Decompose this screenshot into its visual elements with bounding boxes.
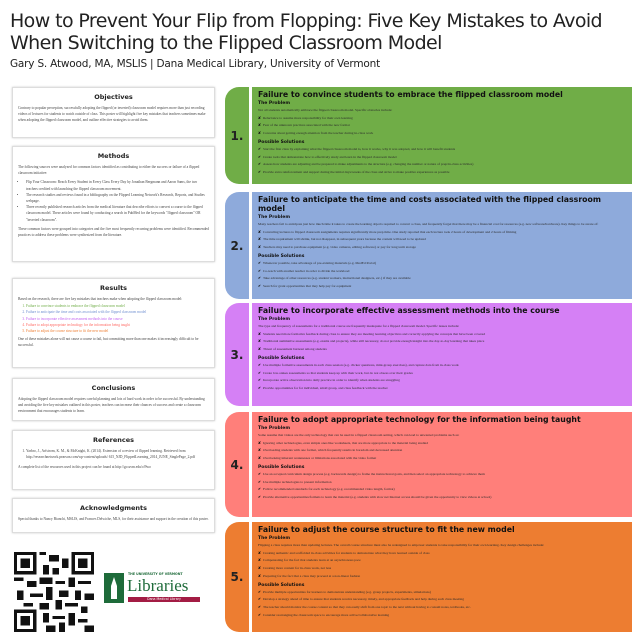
solutions-heading: Possible Solutions bbox=[258, 139, 305, 145]
solutions-heading: Possible Solutions bbox=[258, 253, 305, 259]
mistake-number-tab bbox=[225, 412, 249, 517]
x-mark-icon: ✘ bbox=[258, 347, 261, 352]
qr-code[interactable] bbox=[14, 552, 94, 632]
author-line: Gary S. Atwood, MA, MSLIS | Dana Medical Library, University of Vermont bbox=[10, 58, 380, 70]
problems-text: Traditional summative assessments (e.g. exams and projects), while still necessary, do not provide enough insight into the day-to-day learning that takes place bbox=[262, 339, 485, 344]
solutions-heading: Possible Solutions bbox=[258, 355, 305, 361]
mistake-number-tab bbox=[225, 87, 249, 184]
solutions-list bbox=[258, 260, 626, 291]
results-outro: One of these mistakes alone will not cause a course to fail, but committing more than one makes it increasingly difficult to be successful. bbox=[18, 337, 199, 348]
check-mark-icon: ✔ bbox=[258, 378, 261, 383]
problem-list bbox=[258, 115, 626, 138]
acknowledgments-text: Special thanks to Nancy Bianchi, MSLIS, and Frances Delwiche, MLS, for their assistance and support in the creation of this poster. bbox=[18, 517, 209, 521]
x-mark-icon: ✘ bbox=[258, 456, 261, 461]
x-mark-icon: ✘ bbox=[258, 237, 261, 242]
solutions-item bbox=[258, 596, 626, 604]
problems-text: Creating more content for in-class work, not less bbox=[262, 566, 332, 571]
problem-list bbox=[258, 550, 626, 581]
solutions-text: Start the first class by explaining what the flipped classroom model is, how it works, why it was adopted, and how it will benefit students bbox=[262, 146, 456, 151]
logo-dana-text: Dana Medical Library bbox=[128, 597, 200, 602]
problems-item bbox=[258, 565, 626, 573]
mistake-panel bbox=[252, 412, 632, 517]
mistake-title: Failure to adopt appropriate technology for the information being taught bbox=[258, 415, 581, 424]
solutions-text: Consider rearranging the classroom space to encourage more active/collaborative learning bbox=[262, 612, 390, 617]
solutions-item bbox=[258, 612, 626, 620]
check-mark-icon: ✔ bbox=[258, 612, 261, 617]
problems-item bbox=[258, 130, 626, 138]
mistake-panel bbox=[252, 87, 632, 184]
solutions-text: Search for grant opportunities that may help pay for equipment bbox=[262, 283, 352, 288]
mistake-number-tab bbox=[225, 303, 249, 406]
methods-intro: The following sources were analyzed for common factors identified as contributing to either the success or failure of a flipped classroom initiative: bbox=[18, 165, 200, 176]
problems-item bbox=[258, 455, 626, 463]
check-mark-icon: ✔ bbox=[258, 471, 261, 476]
problems-text: Fear of the unknown practices associated with the new format bbox=[262, 123, 350, 128]
solutions-item bbox=[258, 486, 626, 494]
solutions-item bbox=[258, 146, 626, 154]
solutions-text: Provide opportunities for for individual, small group, and class feedback with the teacher bbox=[262, 385, 388, 390]
solutions-text: Develop a strategy ahead of time to ensure that students receive necessary, timely, and appropriate feedback and help during each class meeting bbox=[262, 597, 464, 602]
results-item: 2. Failure to anticipate the time and costs associated with the flipped classroom model bbox=[26, 309, 209, 315]
solutions-text: Provide alternative opportunities/formats to learn the material (e.g. students with slow net Internet access should be given the opportunity to view videos at school) bbox=[262, 494, 492, 499]
mistake-number: 5. bbox=[230, 570, 244, 584]
problem-list bbox=[258, 229, 626, 252]
problem-list bbox=[258, 440, 626, 463]
problem-text: Many teachers fail to anticipate just how much time it takes to create the learning objects required to convert a class, and frequently forget that there may be a financial cost for resources (e.g. new software/hardware). Key things to be aware of: bbox=[258, 222, 599, 226]
problems-text: Students need more formative feedback during class to ensure they are meeting learning objectives and correctly applying the concepts that have been covered bbox=[262, 331, 486, 336]
problems-text: Preparing for the fact that a class may proceed at a non-linear fashion bbox=[262, 573, 361, 578]
problems-item bbox=[258, 236, 626, 244]
mistake-number-tab bbox=[225, 192, 249, 299]
mistake-number-tab bbox=[225, 522, 249, 632]
methods-box bbox=[12, 146, 215, 262]
reference-item: 1. Yarbro, J., Arfstrom, K. M., & McKnight, K. (2014). Extension of a review of flipped learning. Retrieved from http://researchnetwork.pearson.com/wp-content/uploads/ 615_NJD_FlippedLearning_2014_JUNE_SinglePage_2.pdf bbox=[26, 448, 209, 460]
x-mark-icon: ✘ bbox=[258, 123, 261, 128]
problem-text: Some assume that videos are the only technology that can be used in a flipped classroom setting, which can lead to unwanted problems such as: bbox=[258, 433, 460, 437]
problems-item bbox=[258, 573, 626, 581]
results-item: 3. Failure to incorporate effective assessment methods into the course bbox=[26, 316, 209, 322]
solutions-item bbox=[258, 283, 626, 291]
problems-text: Creating authentic and scaffolded in-class activities for students to demonstrate what they have learned outside of class bbox=[262, 550, 430, 555]
x-mark-icon: ✘ bbox=[258, 550, 261, 555]
mistake-title: Failure to convince students to embrace the flipped classroom model bbox=[258, 90, 563, 99]
methods-heading: Methods bbox=[97, 152, 130, 160]
mistake-number: 2. bbox=[230, 238, 244, 253]
solutions-item bbox=[258, 161, 626, 169]
solutions-item bbox=[258, 589, 626, 597]
problems-text: Threat of assessment burnout among students bbox=[262, 347, 327, 352]
objectives-text: Contrary to popular perception, successfully adopting the flipped (or inverted) classroom model requires more than just recording videos of lectures for students to watch outside of class. This poster will highlight five key mistakes that teachers sometimes make when adopting the flipped classroom model, and outline effective strategies to avoid them. bbox=[18, 106, 206, 123]
problems-text: Concerns about getting enough attention from the teacher during in-class work bbox=[262, 131, 374, 136]
mistake-panel bbox=[252, 192, 632, 299]
problem-list bbox=[258, 331, 626, 354]
problems-text: Ignoring other technologies, even simple ones like worksheets, that are more appropriate to the material being studied bbox=[262, 440, 428, 445]
results-intro: Based on the research, there are five key mistakes that teachers make when adopting the flipped classroom model: bbox=[18, 297, 183, 301]
uvm-libraries-logo bbox=[104, 572, 202, 606]
mistake-number: 4. bbox=[230, 457, 244, 472]
problem-text: The type and frequency of assessments for a traditional course are frequently inadequate for a flipped classroom model. Specific issues include: bbox=[258, 324, 460, 328]
x-mark-icon: ✘ bbox=[258, 331, 261, 336]
problems-text: Reluctance to assume more responsibility for their own learning bbox=[262, 115, 353, 120]
results-item: 1. Failure to convince students to embrace the flipped classroom model bbox=[26, 303, 209, 309]
objectives-heading: Objectives bbox=[94, 93, 133, 101]
solutions-item bbox=[258, 604, 626, 612]
mistake-panel bbox=[252, 522, 632, 632]
problems-item bbox=[258, 447, 626, 455]
solutions-list bbox=[258, 146, 626, 177]
solutions-item bbox=[258, 494, 626, 502]
logo-libraries-text: Libraries bbox=[127, 576, 189, 595]
solutions-text: Use multiple technologies to present information bbox=[262, 479, 332, 484]
problem-text: Not all students automatically embrace the flipped classroom model. Specific obstacles include: bbox=[258, 108, 393, 112]
solutions-item bbox=[258, 385, 626, 393]
problems-item bbox=[258, 229, 626, 237]
solutions-text: Provide extra reinforcement and support during the initial days/weeks of the class and strive to make positive experiences as possible bbox=[262, 169, 450, 174]
solutions-text: Create low-stakes assessments so that students keep up with their work, but do not obsess over their grades bbox=[262, 370, 413, 375]
problems-item bbox=[258, 331, 626, 339]
conclusions-box bbox=[12, 378, 215, 421]
solutions-text: Co-teach with another teacher in order to divide the workload bbox=[262, 268, 350, 273]
mistake-title: Failure to anticipate the time and costs associated with the flipped classroom model bbox=[258, 195, 601, 213]
solutions-text: Provide multiple opportunities for learners to demonstrate understanding (e.g. group projects, experiments, simulations) bbox=[262, 589, 431, 594]
solutions-item bbox=[258, 154, 626, 162]
check-mark-icon: ✔ bbox=[258, 283, 261, 288]
problem-heading: The Problem bbox=[258, 101, 291, 106]
problems-item bbox=[258, 244, 626, 252]
solutions-text: Take advantage of other resources (e.g. student workers, instructional designers, etc.) if they are available bbox=[262, 276, 411, 281]
check-mark-icon: ✔ bbox=[258, 597, 261, 602]
check-mark-icon: ✔ bbox=[258, 169, 261, 174]
check-mark-icon: ✔ bbox=[258, 589, 261, 594]
check-mark-icon: ✔ bbox=[258, 146, 261, 151]
poster-title: How to Prevent Your Flip from Flopping: Five Key Mistakes to Avoid When Switching to the Flipped Classroom Model bbox=[10, 10, 603, 54]
x-mark-icon: ✘ bbox=[258, 339, 261, 344]
solutions-text: Assess how students are adjusting and be prepared to make adjustments to the structure (e.g. changing the number or nature of prep/in-class activities) bbox=[262, 162, 474, 167]
solutions-item bbox=[258, 275, 626, 283]
solutions-heading: Possible Solutions bbox=[258, 582, 305, 588]
check-mark-icon: ✔ bbox=[258, 260, 261, 265]
problems-text: Teachers may need to purchase equipment (e.g. video cameras, editing software) or pay for long term storage bbox=[262, 245, 416, 250]
check-mark-icon: ✔ bbox=[258, 276, 261, 281]
conclusions-heading: Conclusions bbox=[91, 384, 136, 392]
problem-text: Flipping a class requires more than updating lectures. The overall course structure must also be redesigned to empower students to take responsibility for their own learning. Key design challenges include: bbox=[258, 543, 545, 547]
solutions-text: Follow recommended standards for each technology (e.g. recommended video length, format) bbox=[262, 487, 395, 492]
problem-heading: The Problem bbox=[258, 317, 291, 322]
results-item: 4. Failure to adopt appropriate technology for the information being taught bbox=[26, 322, 209, 328]
methods-item: • Three recently published research articles from the medical literature that describe efforts to convert a course to the flipped classroom model. These articles were found by conducting a search in PubMed for the keywords "flipped classroom" OR "inverted classroom". bbox=[26, 204, 209, 223]
check-mark-icon: ✔ bbox=[258, 162, 261, 167]
references-heading: References bbox=[92, 436, 135, 444]
solutions-list bbox=[258, 471, 626, 502]
check-mark-icon: ✔ bbox=[258, 362, 261, 367]
x-mark-icon: ✘ bbox=[258, 558, 261, 563]
problems-item bbox=[258, 550, 626, 558]
mistake-panel bbox=[252, 303, 632, 406]
mistake-number: 3. bbox=[230, 347, 244, 362]
solutions-list bbox=[258, 362, 626, 393]
x-mark-icon: ✘ bbox=[258, 245, 261, 250]
x-mark-icon: ✘ bbox=[258, 448, 261, 453]
references-note: A complete list of the resources used in this project can be found at http://go.uvm.edu/cf9wo bbox=[18, 465, 151, 470]
problems-text: Converting lectures to flipped classroom assignments requires significantly more prep time. One study reported that each lecture took 2 hours of development and 2 hours of filming bbox=[262, 229, 517, 234]
results-box bbox=[12, 278, 215, 368]
logo-university-text: THE UNIVERSITY OF VERMONT bbox=[128, 572, 183, 576]
solutions-text: Use multiple formative assessments in each class session (e.g. clicker questions, mini-group exercises), and capture data from in-class work bbox=[262, 362, 459, 367]
methods-item: • Flip Your Classroom: Reach Every Student in Every Class Every Day by Jonathan Bergmann and Aaron Sams, the two teachers credited with launching the flipped classroom movement. bbox=[26, 179, 209, 191]
solutions-item bbox=[258, 268, 626, 276]
problems-item bbox=[258, 115, 626, 123]
solutions-text: Incorporate active observation into daily practice in order to identify when students are struggling bbox=[262, 378, 400, 383]
check-mark-icon: ✔ bbox=[258, 385, 261, 390]
mistake-number: 1. bbox=[230, 128, 244, 143]
results-item: 5. Failure to adjust the course structure to fit the new model bbox=[26, 328, 209, 334]
problems-item bbox=[258, 338, 626, 346]
problems-item bbox=[258, 346, 626, 354]
methods-outro: These common factors were grouped into categories and the five most frequently recurring problems were identified. Recommended practices to address these problems were synthesized from the literature. bbox=[18, 226, 209, 238]
problems-text: Overloading students with one format, which frequently results in boredom and decreased attention bbox=[262, 448, 403, 453]
solutions-item bbox=[258, 260, 626, 268]
problems-text: Overlooking inherent weaknesses or limitations associated with the video format bbox=[262, 456, 377, 461]
objectives-box bbox=[12, 87, 215, 138]
check-mark-icon: ✔ bbox=[258, 268, 261, 273]
solutions-item bbox=[258, 169, 626, 177]
problems-text: The time requirement will shrink, but not disappear, in subsequent years because the content will need to be updated bbox=[262, 237, 426, 242]
solutions-item bbox=[258, 471, 626, 479]
check-mark-icon: ✔ bbox=[258, 487, 261, 492]
problem-heading: The Problem bbox=[258, 536, 291, 541]
results-heading: Results bbox=[99, 284, 128, 292]
solutions-item bbox=[258, 370, 626, 378]
check-mark-icon: ✔ bbox=[258, 494, 261, 499]
x-mark-icon: ✘ bbox=[258, 573, 261, 578]
mistake-title: Failure to incorporate effective assessment methods into the course bbox=[258, 306, 560, 315]
acknowledgments-heading: Acknowledgments bbox=[79, 504, 148, 512]
x-mark-icon: ✘ bbox=[258, 566, 261, 571]
problem-heading: The Problem bbox=[258, 215, 291, 220]
library-tower-icon bbox=[104, 573, 124, 603]
x-mark-icon: ✘ bbox=[258, 115, 261, 120]
solutions-list bbox=[258, 589, 626, 620]
acknowledgments-box bbox=[12, 498, 215, 533]
solutions-item bbox=[258, 377, 626, 385]
problems-item bbox=[258, 440, 626, 448]
problem-heading: The Problem bbox=[258, 426, 291, 431]
references-box bbox=[12, 430, 215, 490]
solutions-item bbox=[258, 362, 626, 370]
x-mark-icon: ✘ bbox=[258, 229, 261, 234]
solutions-text: Use an accepted curriculum design process (e.g. backwards design) to frame the instructional goals, and then select an appropriate technology to achieve them bbox=[262, 471, 485, 476]
solutions-heading: Possible Solutions bbox=[258, 464, 305, 470]
methods-item: • The research studies and reviews found in a bibliography on the Flipped Learning Network's Research, Reports, and Studies webpage. bbox=[26, 192, 209, 204]
problems-item bbox=[258, 557, 626, 565]
x-mark-icon: ✘ bbox=[258, 440, 261, 445]
x-mark-icon: ✘ bbox=[258, 131, 261, 136]
solutions-text: Create tools that demonstrate how to effectively study and learn in the flipped classroom model bbox=[262, 154, 397, 159]
conclusions-text: Adopting the flipped classroom model requires careful planning and lots of hard work in order to be successful. By understanding and avoiding the five key mistakes outlined in this poster, teachers can increase their chances of success and create a classroom environment that encourages students to learn. bbox=[18, 397, 205, 414]
problems-item bbox=[258, 122, 626, 130]
check-mark-icon: ✔ bbox=[258, 479, 261, 484]
check-mark-icon: ✔ bbox=[258, 604, 261, 609]
solutions-item bbox=[258, 479, 626, 487]
solutions-text: Whenever possible, take advantage of pre-existing materials (e.g. MedEd Portal) bbox=[262, 260, 377, 265]
mistake-title: Failure to adjust the course structure to fit the new model bbox=[258, 525, 515, 534]
check-mark-icon: ✔ bbox=[258, 154, 261, 159]
problems-text: Compensating for the fact that students learn at an asynchronous pace bbox=[262, 558, 361, 563]
solutions-text: The teacher should monitor the course content so that they can easily shift from one topic to the next without having to consult notes, textbooks, etc. bbox=[262, 604, 471, 609]
check-mark-icon: ✔ bbox=[258, 370, 261, 375]
